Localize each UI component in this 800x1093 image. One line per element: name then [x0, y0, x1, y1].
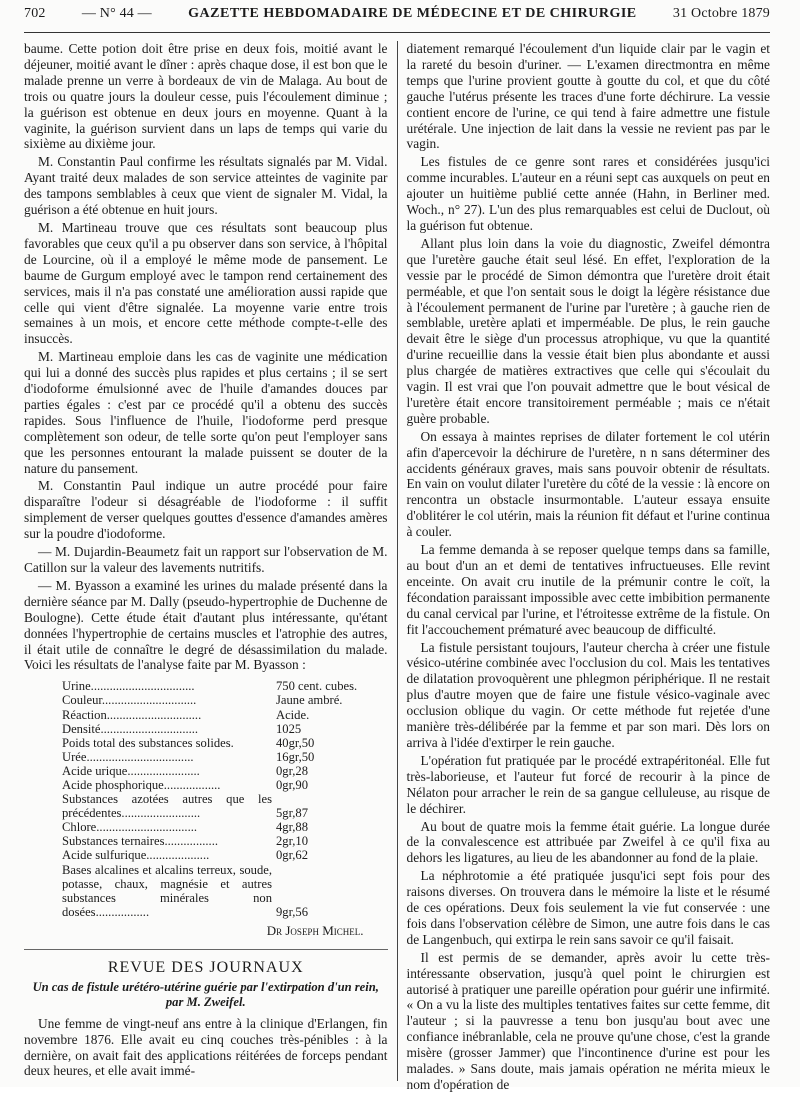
row-label: Couleur.............................. [62, 693, 197, 708]
row-label: Poids total des substances solides. [62, 735, 234, 750]
row-label: Bases alcalines et alcalins terreux, soude, potasse, chaux, magnésie et autres substances minérales non dosées................. [62, 862, 272, 919]
table-row [62, 778, 388, 792]
running-header [24, 6, 770, 33]
row-value: Jaune ambré. [276, 693, 343, 708]
paragraph: Au bout de quatre mois la femme était guérie. La longue durée de la convalescence est attribuée par Zweifel à ce qu'il fixa au dehors les ligatures, au lieu de les abandonner au fond de la plaie. [406, 818, 770, 866]
table-row [62, 764, 388, 778]
page-number: 702 [24, 6, 46, 21]
paragraph: — M. Dujardin-Beaumetz fait un rapport sur l'observation de M. Catillon sur la valeur des lavements nutritifs. [24, 544, 388, 575]
issue-number: — N° 44 — [81, 6, 152, 21]
paragraph: baume. Cette potion doit être prise en deux fois, moitié avant le déjeuner, moitié avant le dîner : après chaque dose, il est bon que le malade prenne un verre à bordeaux de vin de Malaga. Au bout de trois ou quatre jours la douleur cesse, puis l'écoulement diminue ; la guérison est obtenue en deux jours en moyenne. Quant à la vaginite, la guérison survient dans un laps de temps qui varie du sixième au dixième jour. [24, 41, 388, 152]
row-label: Urine................................. [62, 679, 195, 694]
author-signature: Dr Joseph Michel. [266, 922, 364, 938]
row-value: 4gr,88 [276, 820, 309, 835]
table-row [62, 863, 388, 919]
table-row [62, 792, 388, 820]
section-title: REVUE DES JOURNAUX [24, 949, 388, 976]
paragraph: Une femme de vingt-neuf ans entre à la clinique d'Erlangen, fin novembre 1876. Elle avait eu cinq couches très-pénibles : à la dernière, on avait fait des applications réitérées de forceps pendant deux heures, et elle avait immé- [24, 1015, 388, 1079]
table-row [62, 679, 388, 693]
paragraph: M. Martineau trouve que ces résultats sont beaucoup plus favorables que ceux qu'il a pu observer dans son service, à l'hôpital de Lourcine, où il a employé le même mode de pansement. Le baume de Gurgum employé avec le tampon rend certainement des services, mais il n'a pas constaté une amélioration aussi rapide que celle qui vient d'être signalée. La moyenne varie entre trois semaines à un mois, et encore cette méthode compte-t-elle des insuccès. [24, 219, 388, 347]
row-value: 9gr,56 [276, 904, 309, 919]
left-column [24, 41, 397, 1081]
right-column [397, 41, 771, 1092]
row-value: 16gr,50 [276, 749, 315, 764]
table-row [62, 834, 388, 848]
row-value: 5gr,87 [276, 806, 309, 821]
paragraph: diatement remarqué l'écoulement d'un liquide clair par le vagin et la rareté du besoin d'uriner. — L'examen directmontra en même temps que l'urine provient goutte à goutte du col, et que du côté gauche l'utérus présente les traces d'une forte déchirure. La vessie contient encore de l'urine, ce qui tend à faire admettre une fistule urétérale. Une injection de lait dans la vessie ne revient pas par le vagin. [406, 41, 770, 152]
paragraph: Allant plus loin dans la voie du diagnostic, Zweifel démontra que l'uretère gauche était seul lésé. En effet, l'exploration de la vessie par le procédé de Simon démontra que l'uretère droit était perméable, et que l'on sentait sous le doigt la légère résistance due à l'écoulement permanent de l'urine par l'uretère ; à gauche rien de semblable, uretère aplati et imperméable. De plus, le rein gauche devait être le siège d'un processus atrophique, vu que la quantité d'urine recueillie dans la vessie était bien plus abondante et aussi plus chargée de matières extractives que celle qui s'écoulait du vagin. Il est vrai que l'on pouvait admettre que le bout vésical de l'uretère était encore transitoirement perméable ; mais ce n'était guère probable. [406, 235, 770, 426]
row-value: 0gr,28 [276, 763, 309, 778]
row-label: Densité............................... [62, 721, 199, 736]
row-label: Acide phosphorique.................. [62, 778, 221, 792]
row-value: 0gr,62 [276, 848, 309, 863]
row-value: 1025 [276, 721, 302, 736]
article-title: Un cas de fistule urétéro-utérine guérie par l'extirpation d'un rein, par M. Zweifel. [32, 979, 379, 1009]
paragraph: Les fistules de ce genre sont rares et considérées jusqu'ici comme incurables. L'auteur en a réuni sept cas auxquels on peut en ajouter un huitième publié cette année (Hahn, in Berliner med. Woch., n° 27). L'un des plus remarquables est celui de Duclout, où la guérison fut obtenue. [406, 154, 770, 233]
two-column-body [24, 41, 770, 1092]
row-label: Réaction.............................. [62, 707, 202, 722]
table-row [62, 820, 388, 834]
row-label: Substances azotées autres que les précédentes......................... [62, 792, 272, 821]
table-row [62, 722, 388, 736]
row-value: 750 cent. cubes. [276, 679, 358, 694]
paragraph: La femme demanda à se reposer quelque temps dans sa famille, au bout d'un an et demi de tentatives infructueuses. Elle revint enceinte. On avait cru inutile de la prémunir contre le coït, la fécondation paraissant impossible avec cette imbibition permanente du canal cervical par l'urine, et l'étroitesse extrême de la fistule. On fit l'accouchement prématuré avec beaucoup de difficulté. [406, 542, 770, 637]
table-row [62, 848, 388, 862]
paragraph: L'opération fut pratiquée par le procédé extrapéritonéal. Elle fut très-laborieuse, et l'auteur fut forcé de recourir à la pince de Nélaton pour arracher le rein de sa gangue celluleuse, au risque de le déchirer. [406, 752, 770, 816]
paragraph: — M. Byasson a examiné les urines du malade présenté dans la dernière séance par M. Dally (pseudo-hypertrophie de Duchenne de Boulogne). Cette étude était d'autant plus intéressante, qu'étant données l'hypertrophie de certains muscles et l'atrophie des autres, il était utile de connaître le degré de désassimilation du malade. Voici les résultats de l'analyse faite par M. Byasson : [24, 577, 388, 673]
row-label: Acide urique....................... [62, 763, 200, 778]
paragraph: On essaya à maintes reprises de dilater fortement le col utérin afin d'apercevoir la déchirure de l'uretère, n n sans déterminer des accidents généraux graves, mais sans pouvoir obtenir de résultats. En vain on voulut dilater l'uretère du côté de la vessie : là encore on rencontra un obstacle insurmontable. L'auteur essaya ensuite d'oblitérer le col utérin, mais la réunion fit défaut et l'urine continua à couler. [406, 428, 770, 540]
table-row [62, 750, 388, 764]
paragraph: M. Martineau emploie dans les cas de vaginite une médication qui lui a donné des succès plus rapides et plus certains ; il se sert d'iodoforme émulsionné avec de l'huile d'amandes douces par parties égales : c'est par ce procédé qu'il a obtenu des succès rapides. Sous l'influence de l'huile, l'iodoforme perd presque complètement son odeur, de telle sorte qu'on peut l'employer sans que les personnes entourant la malade puissent se douter de la nature du pansement. [24, 349, 388, 476]
paragraph: M. Constantin Paul indique un autre procédé pour faire disparaître l'odeur si désagréable de l'iodoforme : il suffit simplement de verser quelques gouttes d'essence d'amandes amères sur la poudre d'iodoforme. [24, 478, 388, 542]
table-row [62, 693, 388, 707]
paragraph: La fistule persistant toujours, l'auteur chercha à créer une fistule vésico-utérine combinée avec l'occlusion du col. Mais les tentatives de dilatation provoquèrent une phlegmon périphérique. Il ne restait plus d'autre moyen que de faire une fistule vésico-vaginale avec occlusion oblique du vagin. Or cette méthode fut rejetée d'une manière très-délibérée par la femme et par son mari. Dès lors on arriva à l'idée d'extirper le rein gauche. [406, 639, 770, 750]
table-row [62, 708, 388, 722]
urine-analysis-table [24, 679, 388, 919]
row-value: 2gr,10 [276, 834, 309, 849]
row-value: Acide. [276, 707, 310, 722]
row-value: 40gr,50 [276, 735, 315, 750]
paragraph: La néphrotomie a été pratiquée jusqu'ici sept fois pour des raisons diverses. On trouvera dans le mémoire la liste et le résumé de ces opérations. Deux fois seulement la vie fut conservée : une fois dans l'observation célèbre de Simon, une autre fois dans le cas de Langenbuch, qui extirpa le rein sans savoir ce qu'il faisait. [406, 868, 770, 947]
table-row [62, 736, 388, 750]
row-label: Chlore................................ [62, 820, 198, 835]
row-label: Acide sulfurique.................... [62, 848, 210, 863]
row-label: Substances ternaires................. [62, 834, 218, 849]
issue-date: 31 Octobre 1879 [672, 6, 770, 21]
journal-title: GAZETTE HEBDOMADAIRE DE MÉDECINE ET DE CHIRURGIE [188, 6, 637, 21]
row-value: 0gr,90 [276, 778, 309, 792]
paragraph: Il est permis de se demander, après avoir lu cette très-intéressante observation, jusqu'à quel point le chirurgien est autorisé à pratiquer une pareille opération pour guérir une infirmité. « On a vu la liste des multiples tentatives faites sur cette femme, dit l'auteur ; si la pauvresse a tenu bon jusqu'au bout avec une confiance inébranlable, cela ne prouve qu'une chose, c'est la grande misère (grosser Jammer) que l'incontinence d'urine est pour les malades. » Sans doute, mais jamais opération ne mérita mieux le nom d'opération de [406, 949, 770, 1092]
paragraph: M. Constantin Paul confirme les résultats signalés par M. Vidal. Ayant traité deux malades de son service atteintes de vaginite par des tampons semblables à ceux que vient de signaler M. Vidal, la guérison a été obtenue en huit jours. [24, 154, 388, 218]
row-label: Urée.................................. [62, 749, 194, 764]
